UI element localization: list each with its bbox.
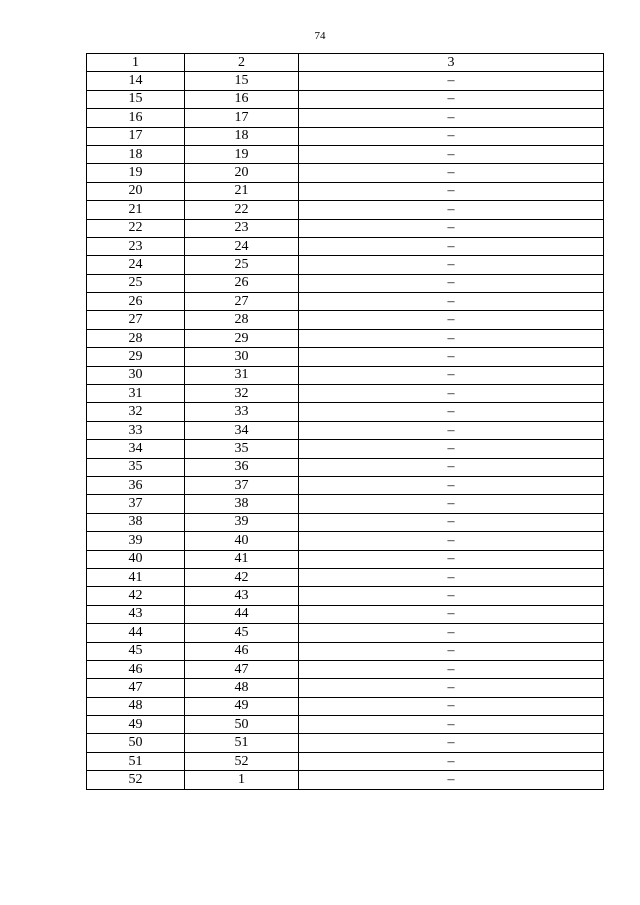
table-cell-col-3: – bbox=[299, 642, 604, 660]
table-cell-col-1: 21 bbox=[87, 201, 185, 219]
table-row bbox=[87, 127, 604, 145]
table-cell-col-1: 46 bbox=[87, 660, 185, 678]
table-row bbox=[87, 201, 604, 219]
table-row bbox=[87, 403, 604, 421]
table-cell-col-3: – bbox=[299, 697, 604, 715]
table-cell-col-3: – bbox=[299, 440, 604, 458]
table-cell-col-2: 22 bbox=[185, 201, 299, 219]
table-cell-col-2: 44 bbox=[185, 605, 299, 623]
table-cell-col-3: – bbox=[299, 476, 604, 494]
table-row bbox=[87, 109, 604, 127]
table-row bbox=[87, 476, 604, 494]
table-cell-col-1: 23 bbox=[87, 237, 185, 255]
table-cell-col-3: – bbox=[299, 90, 604, 108]
table-cell-col-2: 20 bbox=[185, 164, 299, 182]
table-cell-col-2: 37 bbox=[185, 476, 299, 494]
table-row bbox=[87, 421, 604, 439]
table-cell-col-1: 41 bbox=[87, 568, 185, 586]
table-cell-col-2: 30 bbox=[185, 348, 299, 366]
table-row bbox=[87, 256, 604, 274]
table-row bbox=[87, 697, 604, 715]
table-cell-col-1: 16 bbox=[87, 109, 185, 127]
table-cell-col-3: – bbox=[299, 127, 604, 145]
table-cell-col-2: 52 bbox=[185, 752, 299, 770]
table-row bbox=[87, 366, 604, 384]
table-cell-col-1: 32 bbox=[87, 403, 185, 421]
table-cell-col-3: – bbox=[299, 403, 604, 421]
table-cell-col-2: 27 bbox=[185, 293, 299, 311]
table-cell-col-1: 27 bbox=[87, 311, 185, 329]
table-cell-col-2: 23 bbox=[185, 219, 299, 237]
table-row bbox=[87, 90, 604, 108]
table-cell-col-1: 43 bbox=[87, 605, 185, 623]
table-cell-col-2: 19 bbox=[185, 145, 299, 163]
table-cell-col-3: – bbox=[299, 293, 604, 311]
table-cell-col-3: – bbox=[299, 679, 604, 697]
table-cell-col-3: – bbox=[299, 716, 604, 734]
table-cell-col-1: 48 bbox=[87, 697, 185, 715]
table-cell-col-3: – bbox=[299, 385, 604, 403]
table-cell-col-3: – bbox=[299, 182, 604, 200]
table-cell-col-2: 17 bbox=[185, 109, 299, 127]
column-header-2: 2 bbox=[185, 54, 299, 72]
table-cell-col-2: 40 bbox=[185, 532, 299, 550]
table-row bbox=[87, 550, 604, 568]
table-cell-col-2: 39 bbox=[185, 513, 299, 531]
table-row bbox=[87, 348, 604, 366]
table-cell-col-3: – bbox=[299, 109, 604, 127]
table-cell-col-3: – bbox=[299, 458, 604, 476]
table-cell-col-1: 29 bbox=[87, 348, 185, 366]
table-cell-col-3: – bbox=[299, 568, 604, 586]
table-cell-col-1: 52 bbox=[87, 771, 185, 789]
table-cell-col-3: – bbox=[299, 274, 604, 292]
table-cell-col-1: 30 bbox=[87, 366, 185, 384]
table-cell-col-1: 26 bbox=[87, 293, 185, 311]
table-cell-col-2: 43 bbox=[185, 587, 299, 605]
table-cell-col-1: 25 bbox=[87, 274, 185, 292]
table-row bbox=[87, 385, 604, 403]
header-row bbox=[87, 54, 604, 72]
table-row bbox=[87, 164, 604, 182]
table-row bbox=[87, 734, 604, 752]
table-cell-col-1: 45 bbox=[87, 642, 185, 660]
table-cell-col-2: 34 bbox=[185, 421, 299, 439]
table-cell-col-1: 44 bbox=[87, 624, 185, 642]
table-cell-col-3: – bbox=[299, 348, 604, 366]
table-cell-col-2: 33 bbox=[185, 403, 299, 421]
table-cell-col-1: 35 bbox=[87, 458, 185, 476]
table-cell-col-3: – bbox=[299, 605, 604, 623]
table-row bbox=[87, 72, 604, 90]
table-cell-col-1: 14 bbox=[87, 72, 185, 90]
table-cell-col-2: 16 bbox=[185, 90, 299, 108]
table-row bbox=[87, 568, 604, 586]
table-cell-col-1: 17 bbox=[87, 127, 185, 145]
table-cell-col-2: 24 bbox=[185, 237, 299, 255]
table-cell-col-2: 38 bbox=[185, 495, 299, 513]
table-row bbox=[87, 495, 604, 513]
table-cell-col-2: 49 bbox=[185, 697, 299, 715]
table-row bbox=[87, 293, 604, 311]
table-cell-col-2: 18 bbox=[185, 127, 299, 145]
table-cell-col-3: – bbox=[299, 752, 604, 770]
table-cell-col-2: 21 bbox=[185, 182, 299, 200]
table-cell-col-3: – bbox=[299, 532, 604, 550]
table-cell-col-2: 50 bbox=[185, 716, 299, 734]
table-row bbox=[87, 532, 604, 550]
table-cell-col-1: 40 bbox=[87, 550, 185, 568]
table-row bbox=[87, 311, 604, 329]
table-cell-col-3: – bbox=[299, 421, 604, 439]
table-row bbox=[87, 145, 604, 163]
table-cell-col-1: 28 bbox=[87, 329, 185, 347]
table-cell-col-3: – bbox=[299, 550, 604, 568]
table-cell-col-2: 15 bbox=[185, 72, 299, 90]
table-cell-col-3: – bbox=[299, 164, 604, 182]
table-body bbox=[87, 72, 604, 789]
table-cell-col-3: – bbox=[299, 256, 604, 274]
table-row bbox=[87, 440, 604, 458]
table-cell-col-1: 33 bbox=[87, 421, 185, 439]
column-header-1: 1 bbox=[87, 54, 185, 72]
table-cell-col-2: 26 bbox=[185, 274, 299, 292]
table-row bbox=[87, 219, 604, 237]
table-cell-col-1: 47 bbox=[87, 679, 185, 697]
table-cell-col-3: – bbox=[299, 734, 604, 752]
table-cell-col-1: 37 bbox=[87, 495, 185, 513]
table-cell-col-2: 42 bbox=[185, 568, 299, 586]
table-cell-col-1: 36 bbox=[87, 476, 185, 494]
table-row bbox=[87, 752, 604, 770]
table-cell-col-2: 48 bbox=[185, 679, 299, 697]
table-cell-col-2: 28 bbox=[185, 311, 299, 329]
table-cell-col-2: 35 bbox=[185, 440, 299, 458]
table-header bbox=[87, 54, 604, 72]
table-cell-col-3: – bbox=[299, 329, 604, 347]
table-cell-col-2: 29 bbox=[185, 329, 299, 347]
table-cell-col-3: – bbox=[299, 366, 604, 384]
table-cell-col-1: 24 bbox=[87, 256, 185, 274]
table-cell-col-2: 51 bbox=[185, 734, 299, 752]
table-cell-col-2: 41 bbox=[185, 550, 299, 568]
table-cell-col-1: 39 bbox=[87, 532, 185, 550]
table-cell-col-3: – bbox=[299, 771, 604, 789]
table-cell-col-3: – bbox=[299, 587, 604, 605]
table-cell-col-3: – bbox=[299, 624, 604, 642]
table-cell-col-3: – bbox=[299, 495, 604, 513]
table-cell-col-3: – bbox=[299, 513, 604, 531]
table-cell-col-1: 50 bbox=[87, 734, 185, 752]
table-row bbox=[87, 458, 604, 476]
table-cell-col-2: 31 bbox=[185, 366, 299, 384]
table-cell-col-1: 49 bbox=[87, 716, 185, 734]
table-row bbox=[87, 716, 604, 734]
table-cell-col-1: 20 bbox=[87, 182, 185, 200]
table-cell-col-2: 36 bbox=[185, 458, 299, 476]
table-cell-col-2: 1 bbox=[185, 771, 299, 789]
table-cell-col-3: – bbox=[299, 660, 604, 678]
table-cell-col-3: – bbox=[299, 311, 604, 329]
table-cell-col-3: – bbox=[299, 237, 604, 255]
page-number: 74 bbox=[314, 30, 326, 42]
table-cell-col-2: 32 bbox=[185, 385, 299, 403]
table-cell-col-3: – bbox=[299, 145, 604, 163]
table-cell-col-1: 42 bbox=[87, 587, 185, 605]
table-cell-col-3: – bbox=[299, 201, 604, 219]
table-row bbox=[87, 329, 604, 347]
table-row bbox=[87, 182, 604, 200]
table-cell-col-1: 22 bbox=[87, 219, 185, 237]
table-cell-col-2: 25 bbox=[185, 256, 299, 274]
table-cell-col-3: – bbox=[299, 219, 604, 237]
table-row bbox=[87, 605, 604, 623]
table-row bbox=[87, 642, 604, 660]
table-cell-col-3: – bbox=[299, 72, 604, 90]
table-row bbox=[87, 660, 604, 678]
table-cell-col-1: 15 bbox=[87, 90, 185, 108]
table-cell-col-1: 51 bbox=[87, 752, 185, 770]
table-cell-col-2: 46 bbox=[185, 642, 299, 660]
table-row bbox=[87, 771, 604, 789]
table-cell-col-1: 19 bbox=[87, 164, 185, 182]
table-row bbox=[87, 274, 604, 292]
table-cell-col-2: 47 bbox=[185, 660, 299, 678]
table-row bbox=[87, 237, 604, 255]
table-cell-col-1: 34 bbox=[87, 440, 185, 458]
data-table bbox=[86, 53, 604, 790]
table-cell-col-1: 38 bbox=[87, 513, 185, 531]
table-cell-col-1: 31 bbox=[87, 385, 185, 403]
table-row bbox=[87, 513, 604, 531]
table-cell-col-1: 18 bbox=[87, 145, 185, 163]
table-cell-col-2: 45 bbox=[185, 624, 299, 642]
table-row bbox=[87, 679, 604, 697]
table-row bbox=[87, 624, 604, 642]
table-row bbox=[87, 587, 604, 605]
column-header-3: 3 bbox=[299, 54, 604, 72]
